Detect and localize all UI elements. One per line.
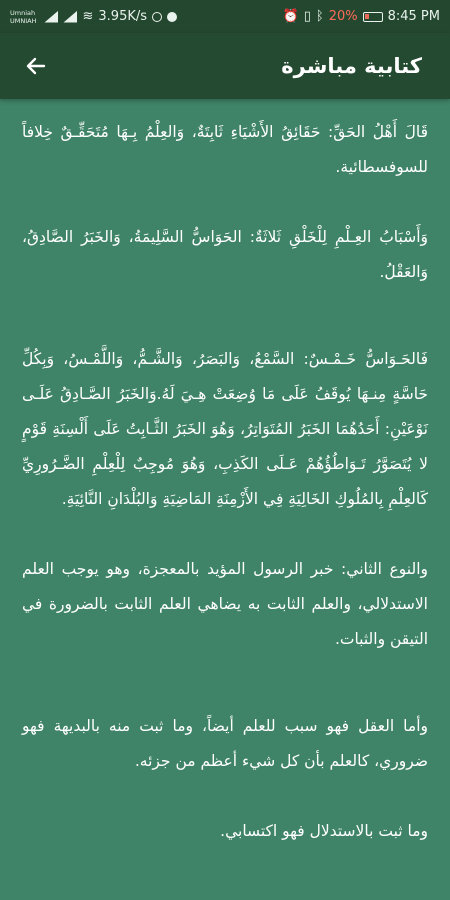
status-right <box>283 9 440 24</box>
app-bar <box>0 33 450 99</box>
signal-icon-2 <box>63 11 77 23</box>
bluetooth-icon: ᛒ <box>315 9 324 24</box>
page-title: كتابية مباشرة <box>281 54 422 78</box>
network-speed: 3.95K/s <box>98 9 148 24</box>
paragraph-3: فَالحَـوَاسُّ خَـمْـسٌ: السَّمْعُ، وَالبَصَرُ، وَالشَّـمُّ، وَاللَّمْـسُ، وَبِكُلِّ حَاسَّةٍ مِنـهَا يُوقَفُ عَلَى مَا وُضِعَتْ هِـيَ لَهُ.وَالخَبَرُ الصَّـادِقُ عَلَـى نَوْعَيْنِ: أَحَدُهُمَا الخَبَرُ المُتَوَاتِرُ، وَهُوَ الخَبَرُ الثَّـابِتُ عَلَى أَلْسِنَةِ قَوْمٍ لا يُتَصَوَّرُ تَـوَاطُؤُهُمْ عَـلَى الكَذِبِ، وَهُوَ مُوجِبٌ لِلْعِلْمِ الضَّـرُورِيِّ كَالعِلْمِ بِالمُلُوكِ الخَالِيَةِ فِي الأَزْمِنَةِ المَاضِيَةِ وَالبُلْدَانِ النَّائِيَةِ. <box>22 350 428 508</box>
carrier-name: Umniah <box>10 8 36 17</box>
wifi-icon: ≋ <box>82 9 94 24</box>
battery-percent: 20% <box>328 9 358 24</box>
status-bar <box>0 0 450 33</box>
paragraph-6: وما ثبت بالاستدلال فهو اكتسابي. <box>220 822 428 840</box>
signal-icon <box>44 11 58 23</box>
sync-icon <box>152 12 162 22</box>
carrier-label <box>10 9 36 25</box>
paragraph-1: قَالَ أَهْلُ الحَقِّ: حَقَائِقُ الأَشْيَاءِ ثَابِتَةٌ، وَالعِلْمُ بِـهَا مُتَحَقِّـقٌ خِلافاً للسوفسطائية. <box>22 123 428 176</box>
paragraph-2: وَأَسْبَابُ العِـلْمِ لِلْخَلْقِ ثَلاثَةٌ: الحَوَاسُّ السَّلِيمَةُ، وَالخَبَرُ الصَّادِقُ، وَالعَقْلُ. <box>22 228 428 281</box>
messenger-icon <box>167 12 177 22</box>
carrier-network: UMNIAH <box>10 16 37 25</box>
text-content <box>0 99 450 900</box>
vibrate-icon: ▯ <box>303 9 311 24</box>
status-left <box>10 9 177 25</box>
battery-icon <box>363 12 383 22</box>
arrow-left-icon <box>24 54 48 78</box>
paragraph-5: وأما العقل فهو سبب للعلم أيضاً، وما ثبت منه بالبديهة فهو ضروري، كالعلم بأن كل شيء أعظم من جزئه. <box>22 717 428 770</box>
back-button[interactable] <box>22 52 50 80</box>
alarm-icon: ⏰ <box>282 9 299 24</box>
paragraph-4: والنوع الثاني: خبر الرسول المؤيد بالمعجزة، وهو يوجب العلم الاستدلالي، والعلم الثابت به يضاهي العلم الثابت بالضرورة في التيقن والثبات. <box>22 560 428 648</box>
clock: 8:45 PM <box>387 9 440 24</box>
